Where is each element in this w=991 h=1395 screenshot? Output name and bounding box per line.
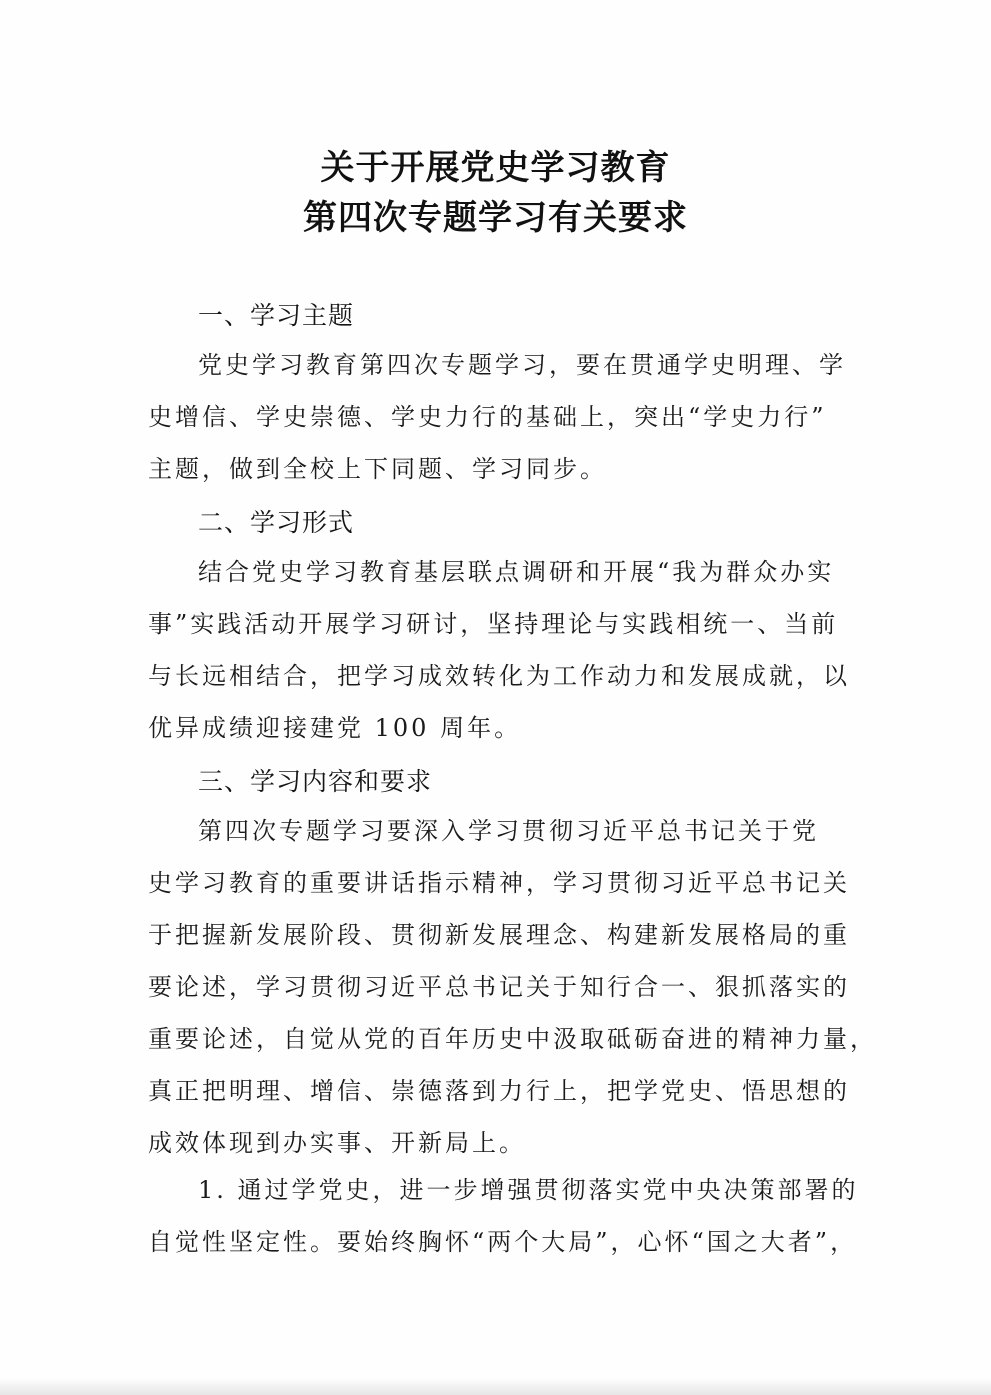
document-title-line-2: 第四次专题学习有关要求 xyxy=(303,198,688,238)
section-heading-1: 一、学习主题 xyxy=(198,301,355,330)
list-item-1-line: 自觉性坚定性。要始终胸怀“两个大局”，心怀“国之大者”， xyxy=(148,1228,858,1256)
list-item-1-line: 1. 通过学党史，进一步增强贯彻落实党中央决策部署的 xyxy=(198,1176,859,1204)
document-title-line-1: 关于开展党史学习教育 xyxy=(320,148,671,188)
paragraph-line: 主题，做到全校上下同题、学习同步。 xyxy=(148,455,607,483)
paragraph-line: 要论述，学习贯彻习近平总书记关于知行合一、狠抓落实的 xyxy=(148,973,850,1001)
paragraph-line: 优异成绩迎接建党 100 周年。 xyxy=(148,714,522,742)
paragraph-line: 史增信、学史崇德、学史力行的基础上，突出“学史力行” xyxy=(148,403,827,431)
paragraph-line: 第四次专题学习要深入学习贯彻习近平总书记关于党 xyxy=(198,817,819,845)
paragraph-line: 史学习教育的重要讲话指示精神，学习贯彻习近平总书记关 xyxy=(148,869,850,897)
paragraph-line: 重要论述，自觉从党的百年历史中汲取砥砺奋进的精神力量， xyxy=(148,1025,877,1053)
section-heading-3: 三、学习内容和要求 xyxy=(198,767,433,796)
paragraph-line: 结合党史学习教育基层联点调研和开展“我为群众办实 xyxy=(198,558,835,586)
paragraph-line: 成效体现到办实事、开新局上。 xyxy=(148,1129,526,1157)
section-heading-2: 二、学习形式 xyxy=(198,508,355,537)
paragraph-line: 党史学习教育第四次专题学习，要在贯通学史明理、学 xyxy=(198,351,846,379)
paragraph-line: 真正把明理、增信、崇德落到力行上，把学党史、悟思想的 xyxy=(148,1077,850,1105)
scan-edge-shadow xyxy=(0,1378,991,1395)
paragraph-line: 于把握新发展阶段、贯彻新发展理念、构建新发展格局的重 xyxy=(148,921,850,949)
paragraph-line: 事”实践活动开展学习研讨，坚持理论与实践相统一、当前 xyxy=(148,610,839,638)
paragraph-line: 与长远相结合，把学习成效转化为工作动力和发展成就，以 xyxy=(148,662,850,690)
